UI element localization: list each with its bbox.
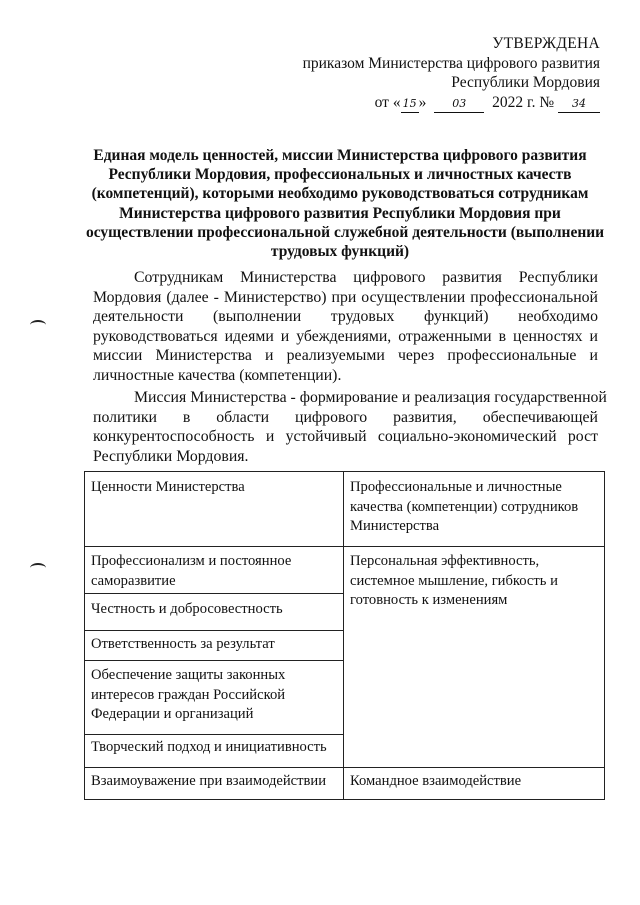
table-cell-competency [350, 772, 521, 792]
approval-date-line [270, 93, 600, 113]
date-prefix: от « [374, 93, 401, 111]
table-row-divider [85, 767, 604, 768]
title-line: Республики Мордовия, профессиональных и личностных качеств [108, 166, 572, 184]
header-label: Профессиональные и личностные [350, 479, 562, 495]
table-column-divider [343, 472, 344, 799]
table-cell-value [91, 552, 291, 591]
table-header-values [91, 478, 245, 498]
paragraph-line: Миссия Министерства - формирование и реализация государственной [134, 389, 607, 406]
table-cell-value [91, 666, 285, 725]
date-year-text: 2022 г. № [492, 93, 555, 111]
date-mid: » [418, 93, 427, 111]
table-cell-value [91, 738, 327, 758]
table-cell-value [91, 772, 326, 792]
cell-text: Профессионализм и постоянное [91, 553, 292, 569]
values-competencies-table [84, 471, 605, 800]
order-number-field [558, 95, 600, 113]
paragraph-line: Мордовия (далее - Министерство) при осуществлении профессиональной [93, 288, 598, 306]
cell-text: системное мышление, гибкость и [350, 572, 558, 589]
title-line: Единая модель ценностей, миссии Министерства цифрового развития [93, 147, 587, 164]
cell-text: готовность к изменениям [350, 592, 508, 609]
cell-text: Честность и добросовестность [91, 601, 283, 617]
hole-punch-mark [30, 563, 46, 573]
paragraph-line: Республики Мордовия. [93, 447, 249, 465]
approval-block [270, 34, 600, 113]
approval-order-line: приказом Министерства цифрового развития [302, 54, 600, 72]
paragraph-line: личностные качества (компетенции). [93, 366, 342, 384]
table-row-divider [85, 546, 604, 547]
cell-text: саморазвитие [91, 572, 176, 589]
paragraph-line: деятельности (выполнении трудовых функций) необходимо [93, 308, 598, 326]
paragraph-line: Сотрудникам Министерства цифрового развития Республики [134, 269, 598, 286]
paragraph-employees [93, 268, 598, 386]
header-label: Министерства [350, 518, 440, 535]
table-cell-value [91, 600, 283, 620]
cell-text: Обеспечение защиты законных [91, 667, 286, 683]
paragraph-line: конкурентоспособность и устойчивый социально-экономический рост [93, 428, 598, 446]
cell-text: Ответственность за результат [91, 636, 275, 652]
table-cell-competency [350, 552, 558, 611]
cell-text: Взаимоуважение при взаимодействии [91, 773, 327, 789]
document-title [86, 146, 605, 261]
table-row-divider [85, 660, 343, 661]
cell-text: Командное взаимодействие [350, 773, 522, 789]
table-cell-value [91, 635, 275, 655]
table-header-competencies [350, 478, 578, 537]
cell-text: Творческий подход и инициативность [91, 739, 327, 755]
header-label: Ценности Министерства [91, 479, 245, 495]
paragraph-line: политики в области цифрового развития, обеспечивающей [93, 408, 598, 426]
date-month-handwritten: 03 [452, 96, 467, 110]
approval-region-line: Республики Мордовия [451, 74, 600, 91]
table-row-divider [85, 630, 343, 631]
date-month-field [434, 95, 484, 113]
paragraph-mission [93, 388, 607, 466]
title-line: трудовых функций) [270, 243, 410, 261]
approval-heading: УТВЕРЖДЕНА [492, 35, 600, 52]
cell-text: Персональная эффективность, [350, 553, 540, 569]
table-row-divider [85, 593, 343, 594]
header-label: качества (компетенции) сотрудников [350, 498, 579, 515]
date-day-field [401, 95, 419, 113]
title-line: (компетенций), которыми необходимо руководствоваться сотрудникам [91, 185, 589, 203]
title-line: Министерства цифрового развития Республики Мордовия при [119, 204, 561, 222]
table-row-divider [85, 734, 343, 735]
title-line: осуществлении профессиональной служебной деятельности (выполнении [86, 223, 605, 241]
paragraph-line: миссии Министерства и реализуемыми через профессиональные и [93, 347, 598, 365]
cell-text: интересов граждан Российской [91, 686, 286, 703]
order-number-handwritten: 34 [572, 96, 586, 110]
date-day-handwritten: 15 [402, 96, 417, 110]
paragraph-line: руководствоваться идеями и убеждениями, отраженными в ценностях и [93, 327, 598, 345]
cell-text: Федерации и организаций [91, 706, 254, 723]
hole-punch-mark [30, 320, 46, 330]
